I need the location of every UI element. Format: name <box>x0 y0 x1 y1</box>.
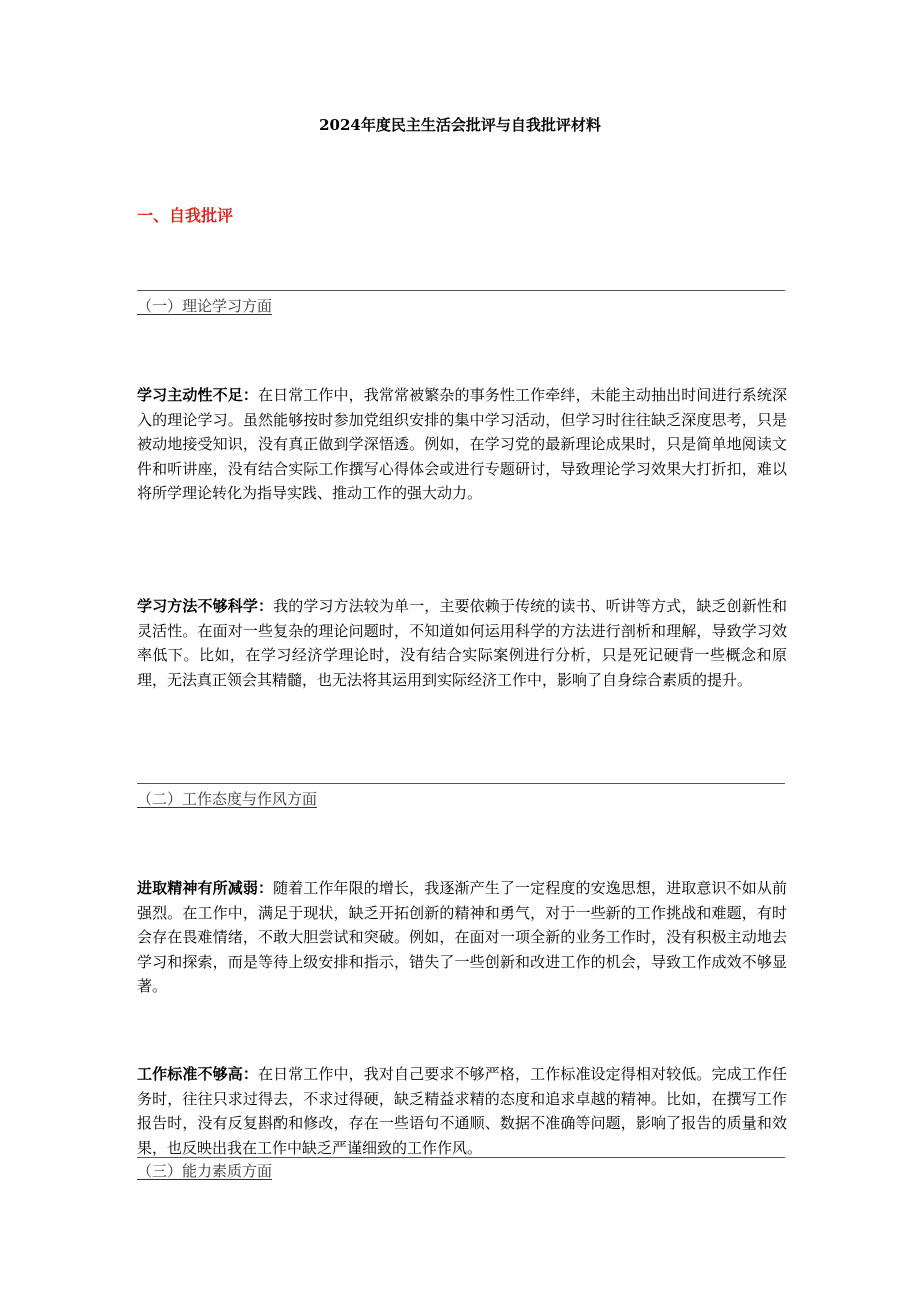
divider-line <box>137 1157 785 1158</box>
paragraph-work-standard <box>137 1062 787 1160</box>
paragraph-lead: 工作标准不够高： <box>137 1065 258 1083</box>
subsection-heading-work-attitude: （二）工作态度与作风方面 <box>137 790 318 808</box>
paragraph-study-initiative <box>137 383 787 506</box>
paragraph-study-method <box>137 594 787 692</box>
subsection-heading-theory-study: （一）理论学习方面 <box>137 297 273 315</box>
divider-line <box>137 290 785 291</box>
document-title: 2024年度民主生活会批评与自我批评材料 <box>319 116 601 134</box>
paragraph-body: 在日常工作中，我常常被繁杂的事务性工作牵绊，未能主动抽出时间进行系统深入的理论学习。虽然能够按时参加党组织安排的集中学习活动，但学习时往往缺乏深度思考，只是被动地接受知识，没有真正做到学深悟透。例如，在学习党的最新理论成果时，只是简单地阅读文件和听讲座，没有结合实际工作撰写心得体会或进行专题研讨，导致理论学习效果大打折扣，难以将所学理论转化为指导实践、推动工作的强大动力。 <box>137 386 787 502</box>
divider-line <box>137 783 785 784</box>
paragraph-body: 随着工作年限的增长，我逐渐产生了一定程度的安逸思想，进取意识不如从前强烈。在工作中，满足于现状，缺乏开拓创新的精神和勇气，对于一些新的工作挑战和难题，有时会存在畏难情绪，不敢大胆尝试和突破。例如，在面对一项全新的业务工作时，没有积极主动地去学习和探索，而是等待上级安排和指示，错失了一些创新和改进工作的机会，导致工作成效不够显著。 <box>137 879 787 995</box>
section-heading-self-criticism: 一、自我批评 <box>137 206 234 225</box>
paragraph-lead: 学习主动性不足： <box>137 386 258 404</box>
subsection-heading-ability-quality: （三）能力素质方面 <box>137 1162 273 1180</box>
paragraph-body: 我的学习方法较为单一，主要依赖于传统的读书、听讲等方式，缺乏创新性和灵活性。在面对一些复杂的理论问题时，不知道如何运用科学的方法进行剖析和理解，导致学习效率低下。比如，在学习经济学理论时，没有结合实际案例进行分析，只是死记硬背一些概念和原理，无法真正领会其精髓，也无法将其运用到实际经济工作中，影响了自身综合素质的提升。 <box>137 597 787 689</box>
paragraph-enterprising-spirit <box>137 876 787 999</box>
paragraph-lead: 学习方法不够科学： <box>137 597 274 615</box>
paragraph-lead: 进取精神有所减弱： <box>137 879 274 897</box>
paragraph-body: 在日常工作中，我对自己要求不够严格，工作标准设定得相对较低。完成工作任务时，往往只求过得去，不求过得硬，缺乏精益求精的态度和追求卓越的精神。比如，在撰写工作报告时，没有反复斟酌和修改，存在一些语句不通顺、数据不准确等问题，影响了报告的质量和效果，也反映出我在工作中缺乏严谨细致的工作作风。 <box>137 1065 787 1157</box>
